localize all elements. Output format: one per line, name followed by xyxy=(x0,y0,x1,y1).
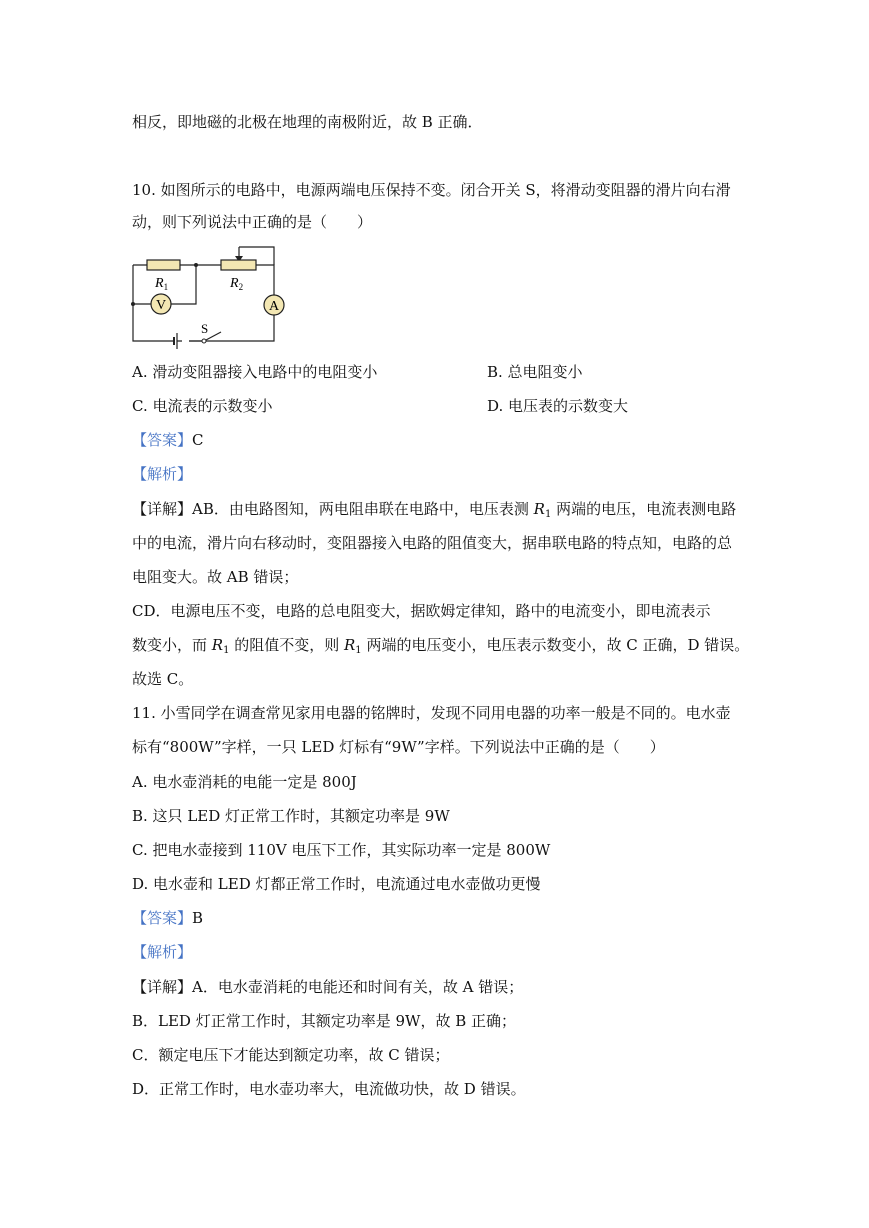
q11-stem-line1: 11. 小雪同学在调查常见家用电器的铭牌时，发现不同用电器的功率一般是不同的。电水壶 xyxy=(132,704,731,722)
q10-option-d: D. 电压表的示数变大 xyxy=(487,397,629,415)
answer-tag: 【答案】 xyxy=(132,431,193,449)
circuit-diagram xyxy=(125,243,285,355)
q10-detail-line4: CD．电源电压不变，电路的总电阻变大，据欧姆定律知，路中的电流变小，即电流表示 xyxy=(132,602,711,620)
r2-label: $R_2$ xyxy=(230,276,244,292)
q11-detail-b: B．LED 灯正常工作时，其额定功率是 9W，故 B 正确； xyxy=(132,1012,517,1030)
q11-analysis-tag: 【解析】 xyxy=(132,943,193,961)
voltmeter-label: V xyxy=(155,298,167,313)
q10-option-c: C. 电流表的示数变小 xyxy=(132,397,273,415)
q10-answer xyxy=(132,430,204,450)
q11-option-b: B. 这只 LED 灯正常工作时，其额定功率是 9W xyxy=(132,807,450,825)
q10-option-a: A. 滑动变阻器接入电路中的电阻变小 xyxy=(132,363,378,381)
detail-tag: 【详解】 xyxy=(132,500,193,518)
q10-option-b: B. 总电阻变小 xyxy=(487,363,583,381)
switch-label: S xyxy=(201,321,209,336)
detail-tag: 【详解】 xyxy=(132,978,193,996)
q11-option-c: C. 把电水壶接到 110V 电压下工作，其实际功率一定是 800W xyxy=(132,841,551,859)
q10-stem-line1: 10. 如图所示的电路中，电源两端电压保持不变。闭合开关 S，将滑动变阻器的滑片向右滑 xyxy=(132,181,731,199)
q10-detail-line3: 电阻变大。故 AB 错误； xyxy=(132,568,299,586)
switch-blade xyxy=(206,332,221,340)
q11-detail-d: D．正常工作时，电水壶功率大，电流做功快，故 D 错误。 xyxy=(132,1080,526,1098)
q10-detail-line6: 故选 C。 xyxy=(132,670,194,688)
q11-detail-a: 【详解】A．电水壶消耗的电能还和时间有关，故 A 错误； xyxy=(132,978,524,996)
q11-option-d: D. 电水壶和 LED 灯都正常工作时，电流通过电水壶做功更慢 xyxy=(132,875,541,893)
q11-answer xyxy=(132,908,203,928)
q11-detail-c: C．额定电压下才能达到额定功率，故 C 错误； xyxy=(132,1046,450,1064)
q11-option-a: A. 电水壶消耗的电能一定是 800J xyxy=(132,773,357,791)
q10-analysis-tag: 【解析】 xyxy=(132,465,193,483)
r1-label: $R_1$ xyxy=(155,276,169,292)
ammeter-label: A xyxy=(268,299,280,314)
q10-detail-line1: 【详解】AB．由电路图知，两电阻串联在电路中，电压表测 $R_1$ 两端的电压，电流表测电路 xyxy=(132,500,737,520)
carryover-text: 相反，即地磁的北极在地理的南极附近，故 B 正确． xyxy=(132,113,483,131)
resistor-r1 xyxy=(147,260,180,270)
rheostat-r2 xyxy=(221,260,256,270)
answer-value: C xyxy=(192,431,204,449)
q10-detail-line5: 数变小，而 $R_1$ 的阻值不变，则 $R_1$ 两端的电压变小，电压表示数变小，故 C 正确，D 错误。 xyxy=(132,636,750,656)
q10-stem-line2: 动，则下列说法中正确的是（ ） xyxy=(132,213,373,231)
q11-stem-line2: 标有“800W”字样，一只 LED 灯标有“9W”字样。下列说法中正确的是（ ） xyxy=(132,738,665,756)
answer-value: B xyxy=(192,909,204,927)
q10-detail-line2: 中的电流，滑片向右移动时，变阻器接入电路的阻值变大，据串联电路的特点知，电路的总 xyxy=(132,534,733,552)
answer-tag: 【答案】 xyxy=(132,909,193,927)
